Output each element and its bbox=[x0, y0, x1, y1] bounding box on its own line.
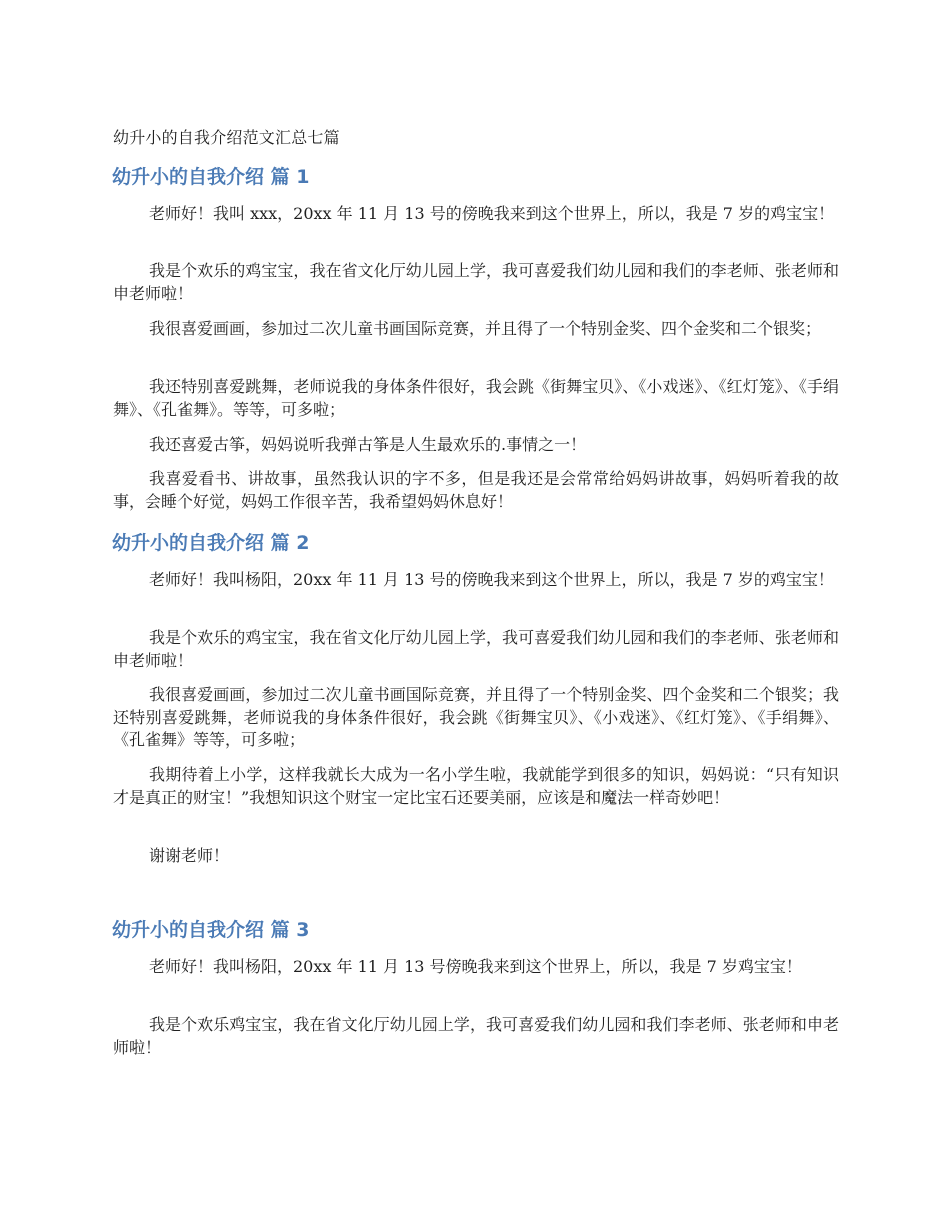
paragraph: 老师好！我叫 xxx，20xx 年 11 月 13 号的傍晚我来到这个世界上，所以，我是 7 岁的鸡宝宝！ bbox=[149, 204, 835, 223]
paragraph: 我还喜爱古筝，妈妈说听我弹古筝是人生最欢乐的.事情之一！ bbox=[149, 435, 587, 454]
paragraph: 我是个欢乐鸡宝宝，我在省文化厅幼儿园上学，我可喜爱我们幼儿园和我们李老师、张老师和申老师啦！ bbox=[113, 1015, 839, 1057]
paragraph: 谢谢老师！ bbox=[149, 846, 230, 865]
section-heading-2: 幼升小的自我介绍 篇 2 bbox=[112, 532, 310, 554]
paragraph: 我期待着上小学，这样我就长大成为一名小学生啦，我就能学到很多的知识，妈妈说：“只有知识才是真正的财宝！”我想知识这个财宝一定比宝石还要美丽，应该是和魔法一样奇妙吧！ bbox=[113, 765, 839, 807]
paragraph: 我很喜爱画画，参加过二次儿童书画国际竞赛，并且得了一个特别金奖、四个金奖和二个银奖； bbox=[149, 319, 822, 338]
paragraph: 我还特别喜爱跳舞，老师说我的身体条件很好，我会跳《街舞宝贝》、《小戏迷》、《红灯笼》、《手绢舞》、《孔雀舞》。等等，可多啦； bbox=[113, 377, 839, 419]
paragraph: 我是个欢乐的鸡宝宝，我在省文化厅幼儿园上学，我可喜爱我们幼儿园和我们的李老师、张老师和申老师啦！ bbox=[113, 261, 839, 303]
section-heading-3: 幼升小的自我介绍 篇 3 bbox=[112, 919, 310, 941]
paragraph: 老师好！我叫杨阳，20xx 年 11 月 13 号的傍晚我来到这个世界上，所以，我是 7 岁的鸡宝宝！ bbox=[149, 570, 834, 589]
paragraph: 我喜爱看书、讲故事，虽然我认识的字不多，但是我还是会常常给妈妈讲故事，妈妈听着我的故事，会睡个好觉，妈妈工作很辛苦，我希望妈妈休息好！ bbox=[113, 469, 839, 511]
section-heading-1: 幼升小的自我介绍 篇 1 bbox=[112, 166, 310, 188]
paragraph: 老师好！我叫杨阳，20xx 年 11 月 13 号傍晚我来到这个世界上，所以，我是 7 岁鸡宝宝！ bbox=[149, 957, 802, 976]
document-title: 幼升小的自我介绍范文汇总七篇 bbox=[113, 128, 340, 147]
paragraph: 我很喜爱画画，参加过二次儿童书画国际竞赛，并且得了一个特别金奖、四个金奖和二个银奖；我还特别喜爱跳舞，老师说我的身体条件很好，我会跳《街舞宝贝》、《小戏迷》、《红灯笼》、《手绢舞》、《孔雀舞》等等，可多啦； bbox=[113, 685, 839, 749]
paragraph: 我是个欢乐的鸡宝宝，我在省文化厅幼儿园上学，我可喜爱我们幼儿园和我们的李老师、张老师和申老师啦！ bbox=[113, 628, 839, 670]
